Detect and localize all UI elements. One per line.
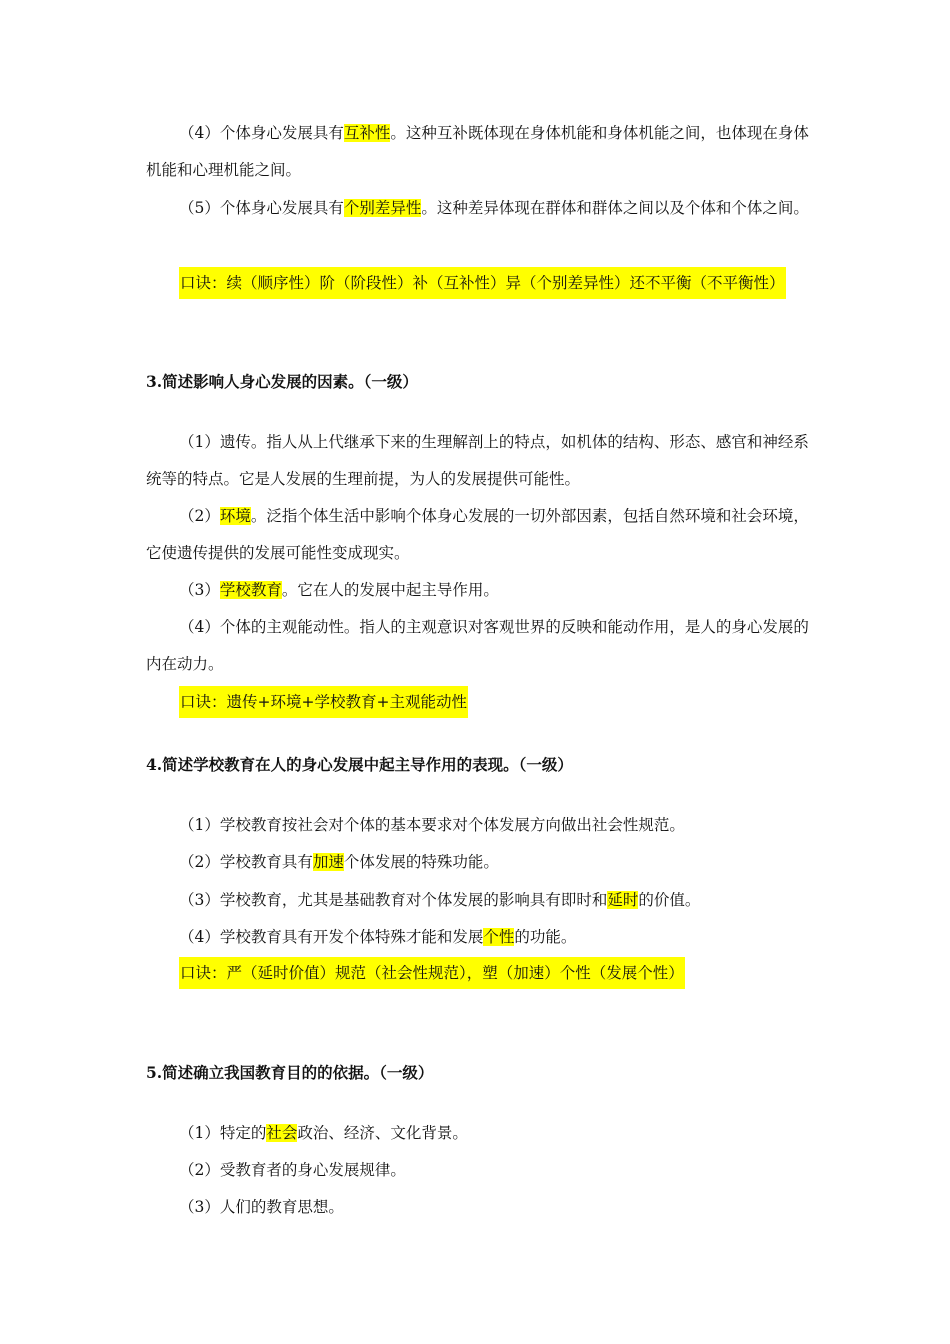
paragraph-item [146,190,810,227]
text-run: 。这种互补既体现在身体机能和身体机能之间，也体现在身体机能和心理机能之间。 [146,124,809,179]
text-run: （4）个体的主观能动性。指人的主观意识对客观世界的反映和能动作用，是人的身心发展的内在动力。 [146,618,809,673]
section-heading: 5.简述确立我国教育目的的依据。（一级） [146,1063,434,1082]
text-run: （3） [179,581,220,599]
paragraph-item [146,1152,810,1189]
paragraph-item [146,498,810,572]
paragraph-item [146,807,810,844]
text-run: 。泛指个体生活中影响个体身心发展的一切外部因素，包括自然环境和社会环境，它使遗传提供的发展可能性变成现实。 [146,507,809,562]
paragraph-item [146,115,810,189]
mnemonic: 口诀：严（延时价值）规范（社会性规范），塑（加速）个性（发展个性） [179,957,685,989]
text-run: （3）人们的教育思想。 [179,1198,344,1216]
text-run: （2）受教育者的身心发展规律。 [179,1161,406,1179]
paragraph-item [146,919,810,956]
paragraph-item [146,1115,810,1152]
text-run: 政治、经济、文化背景。 [297,1124,468,1142]
highlighted-term: 学校教育 [219,581,282,599]
mnemonic: 口诀：续（顺序性）阶（阶段性）补（互补性）异（个别差异性）还不平衡（不平衡性） [179,267,786,299]
text-run: （1）遗传。指人从上代继承下来的生理解剖上的特点，如机体的结构、形态、感官和神经系统等的特点。它是人发展的生理前提，为人的发展提供可能性。 [146,433,809,488]
text-run: （4）学校教育具有开发个体特殊才能和发展 [179,928,484,946]
paragraph-item [146,844,810,881]
mnemonic: 口诀：遗传+环境+学校教育+主观能动性 [179,686,468,718]
paragraph-item [146,1189,810,1226]
text-run: 个体发展的特殊功能。 [343,853,499,871]
text-run: 。它在人的发展中起主导作用。 [281,581,499,599]
highlighted-term: 个别差异性 [343,199,422,217]
text-run: 。这种差异体现在群体和群体之间以及个体和个体之间。 [421,199,809,217]
paragraph-item [146,609,810,683]
paragraph-item [146,424,810,498]
highlighted-term: 互补性 [343,124,391,142]
highlighted-term: 环境 [219,507,251,525]
highlighted-term: 加速 [312,853,344,871]
highlighted-term: 个性 [483,928,515,946]
text-run: 的价值。 [638,891,701,909]
text-run: （2） [179,507,220,525]
highlighted-term: 延时 [607,891,639,909]
text-run: （2）学校教育具有 [179,853,313,871]
paragraph-item [146,882,810,919]
text-run: （1）特定的 [179,1124,267,1142]
text-run: （4）个体身心发展具有 [179,124,344,142]
paragraph-item [146,572,810,609]
text-run: （1）学校教育按社会对个体的基本要求对个体发展方向做出社会性规范。 [179,816,685,834]
text-run: 的功能。 [514,928,577,946]
text-run: （5）个体身心发展具有 [179,199,344,217]
section-heading: 4.简述学校教育在人的身心发展中起主导作用的表现。（一级） [146,755,573,774]
section-heading: 3.简述影响人身心发展的因素。（一级） [146,372,418,391]
highlighted-term: 社会 [266,1124,298,1142]
text-run: （3）学校教育，尤其是基础教育对个体发展的影响具有即时和 [179,891,608,909]
